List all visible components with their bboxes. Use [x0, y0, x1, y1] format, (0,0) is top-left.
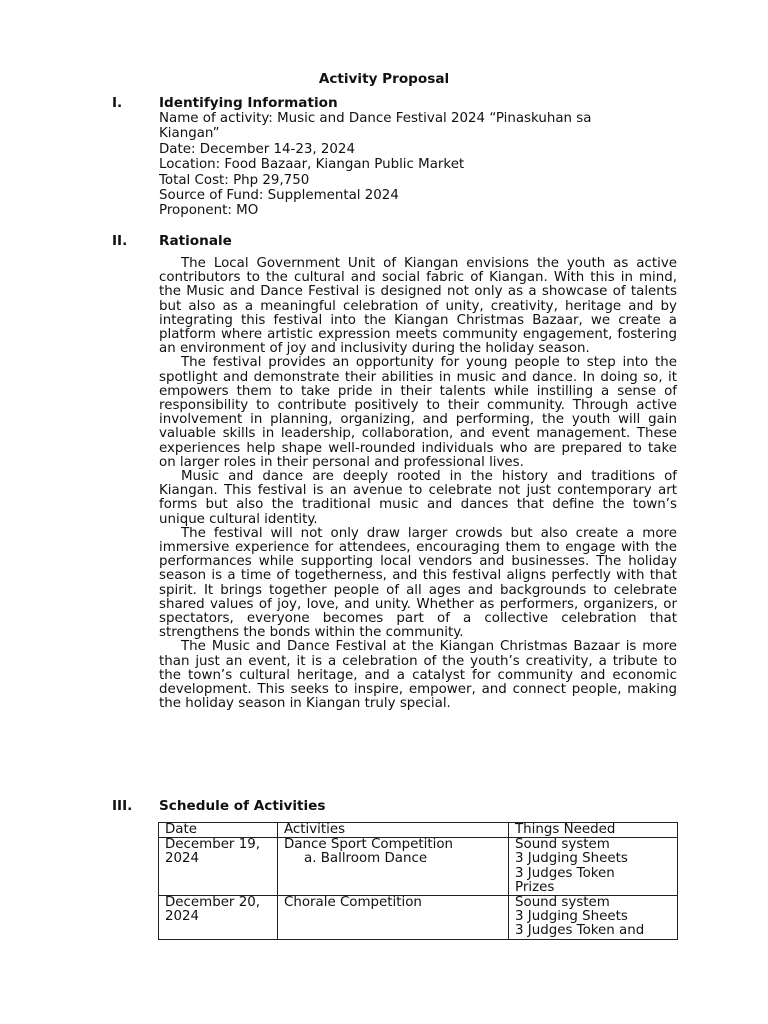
need-item: 3 Judging Sheets	[515, 851, 628, 867]
activity-subitem: a. Ballroom Dance	[304, 851, 428, 867]
header-activities: Activities	[278, 823, 509, 838]
table-row	[159, 896, 678, 940]
need-item: Sound system	[515, 895, 610, 911]
section-3-title: Schedule of Activities	[159, 798, 326, 814]
row-things-needed	[509, 838, 678, 896]
info-line: Date: December 14-23, 2024	[159, 141, 355, 157]
need-item: 3 Judges Token	[515, 865, 615, 881]
row-things-needed	[509, 896, 678, 940]
need-item: 3 Judging Sheets	[515, 909, 628, 925]
need-item: Prizes	[515, 879, 555, 895]
row-date: December 19, 2024	[159, 838, 278, 896]
info-line: Source of Fund: Supplemental 2024	[159, 188, 399, 204]
row-activity	[278, 838, 509, 896]
activity-title: Dance Sport Competition	[284, 837, 454, 853]
info-line: Kiangan”	[159, 126, 220, 142]
rationale-body	[159, 257, 677, 712]
need-item: 3 Judges Token and	[515, 923, 645, 939]
rationale-paragraph: Music and dance are deeply rooted in the history and traditions of Kiangan. This festival is an avenue to celebrate not just contemporary art forms but also the traditional music and dances that define the town’s unique cultural identity.	[159, 469, 677, 527]
header-date: Date	[159, 823, 278, 838]
identifying-information	[159, 111, 649, 219]
section-2-title: Rationale	[159, 233, 232, 249]
info-line: Proponent: MO	[159, 203, 259, 219]
rationale-paragraph: The Music and Dance Festival at the Kiangan Christmas Bazaar is more than just an event, it is a celebration of the youth’s creativity, a tribute to the town’s cultural heritage, and a catalyst for community and economic development. This seeks to inspire, empower, and connect people, making the holiday season in Kiangan truly special.	[159, 639, 677, 712]
row-activity	[278, 896, 509, 940]
info-line: Name of activity: Music and Dance Festival 2024 “Pinaskuhan sa	[159, 111, 592, 126]
section-1-number: I.	[112, 95, 123, 111]
section-2-number: II.	[112, 233, 128, 249]
info-line: Total Cost: Php 29,750	[159, 172, 310, 188]
document-title: Activity Proposal	[318, 71, 450, 87]
row-date: December 20, 2024	[159, 896, 278, 940]
header-things-needed: Things Needed	[509, 823, 678, 838]
need-item: Sound system	[515, 837, 610, 853]
section-1-title: Identifying Information	[159, 95, 338, 111]
info-line: Location: Food Bazaar, Kiangan Public Market	[159, 157, 465, 173]
rationale-paragraph: The festival will not only draw larger crowds but also create a more immersive experience for attendees, encouraging them to engage with the performances while supporting local vendors and businesses. The holiday season is a time of togetherness, and this festival aligns perfectly with that spirit. It brings together people of all ages and backgrounds to celebrate shared values of joy, love, and unity. Whether as performers, organizers, or spectators, everyone becomes part of a collective celebration that strengthens the bonds within the community.	[159, 525, 677, 641]
rationale-paragraph: The Local Government Unit of Kiangan envisions the youth as active contributors to the cultural and social fabric of Kiangan. With this in mind, the Music and Dance Festival is designed not only as a showcase of talents but also as a meaningful celebration of unity, creativity, heritage and by integrating this festival into the Kiangan Christmas Bazaar, we create a platform where artistic expression meets community engagement, fostering an environment of joy and inclusivity during the holiday season.	[159, 256, 677, 357]
schedule-table	[158, 822, 678, 940]
table-row	[159, 838, 678, 896]
table-header-row	[159, 823, 678, 838]
section-3-number: III.	[112, 798, 133, 814]
rationale-paragraph: The festival provides an opportunity for young people to step into the spotlight and demonstrate their abilities in music and dance. In doing so, it empowers them to take pride in their talents while instilling a sense of responsibility to contribute positively to their community. Through active involvement in planning, organizing, and performing, the youth will gain valuable skills in leadership, collaboration, and event management. These experiences help shape well-rounded individuals who are prepared to take on larger roles in their personal and professional lives.	[159, 355, 677, 470]
activity-title: Chorale Competition	[284, 895, 422, 911]
